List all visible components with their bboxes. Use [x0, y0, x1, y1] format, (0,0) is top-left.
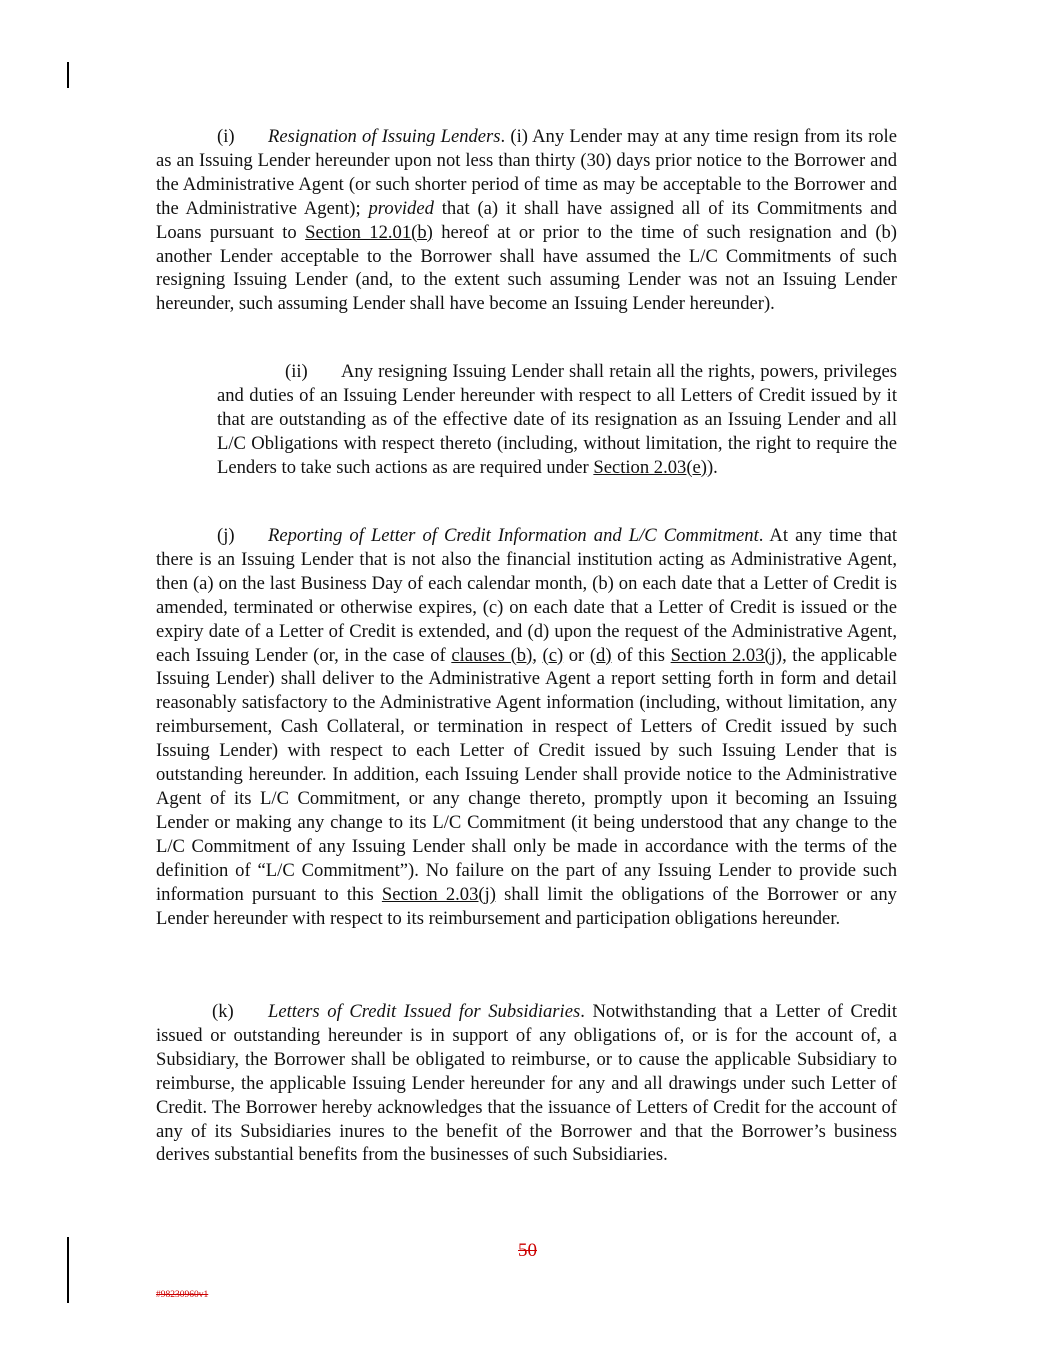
- page-number: 50: [518, 1240, 537, 1261]
- paragraph-number: (j): [217, 525, 235, 546]
- paragraph-heading: Letters of Credit Issued for Subsidiaries: [268, 1001, 581, 1022]
- section-reference: clauses (b): [451, 644, 533, 666]
- paragraph-number: (ii): [285, 361, 308, 382]
- paragraph-heading: Reporting of Letter of Credit Information and L/C Commitment: [268, 525, 759, 546]
- change-bar-top: [67, 62, 69, 88]
- paragraph-i: (i) Resignation of Issuing Lenders. (i) Any Lender may at any time resign from its role as an Issuing Lender hereunder upon not less than thirty (30) days prior notice to the Borrower and the Administrative Agent (or such shorter period of time as may be acceptable to the Borrower and the Administrative Agent); provided that (a) it shall have assigned all of its Commitments and Loans pursuant to Section 12.01(b) hereof at or prior to the time of such resignation and (b) another Lender acceptable to the Borrower shall have assumed the L/C Commitments of such resigning Issuing Lender (and, to the extent such assuming Lender was not an Issuing Lender hereunder, such assuming Lender shall have become an Issuing Lender hereunder).: [156, 126, 898, 315]
- section-reference: (c): [542, 644, 564, 666]
- paragraph-j: (j) Reporting of Letter of Credit Information and L/C Commitment. At any time that there is an Issuing Lender that is not also the financial institution acting as Administrative Agent, then (a) on the last Business Day of each calendar month, (b) on each date that a Letter of Credit is amended, terminated or otherwise expires, (c) on each date that a Letter of Credit is issued or the expiry date of a Letter of Credit is extended, and (d) upon the request of the Administrative Agent, each Issuing Lender (or, in the case of clauses (b), (c) or (d) of this Section 2.03(j), the applicable Issuing Lender) shall deliver to the Administrative Agent a report setting forth in form and detail reasonably satisfactory to the Administrative Agent information (including, without limitation, any reimbursement, Cash Collateral, or termination in respect of Letters of Credit issued by such Issuing Lender) with respect to each Letter of Credit issued by such Issuing Lender that is outstanding hereunder. In addition, each Issuing Lender shall provide notice to the Administrative Agent of its L/C Commitment, or any change thereto, promptly upon it becoming an Issuing Lender or making any change to its L/C Commitment (it being understood that any change to the L/C Commitment of any Issuing Lender shall only be made in accordance with the terms of the definition of “L/C Commitment”). No failure on the part of any Issuing Lender to provide such information pursuant to this Section 2.03(j) shall limit the obligations of the Borrower or any Lender hereunder with respect to its reimbursement and participation obligations hereunder.: [156, 525, 898, 929]
- paragraph-heading: Resignation of Issuing Lenders: [268, 126, 501, 147]
- paragraph-number: (k): [212, 1001, 234, 1022]
- section-reference: Section 2.03(j): [381, 883, 496, 905]
- section-reference: Section 2.03(j): [670, 644, 783, 666]
- paragraph-ii: (ii) Any resigning Issuing Lender shall retain all the rights, powers, privileges and duties of an Issuing Lender hereunder with respect to all Letters of Credit issued by it that are outstanding as of the effective date of its resignation as an Issuing Lender and all L/C Obligations with respect thereto (including, without limitation, the right to require the Lenders to take such actions as are required under Section 2.03(e)).: [217, 361, 897, 478]
- section-reference: Section 12.01(b): [305, 221, 433, 243]
- paragraph-k: (k) Letters of Credit Issued for Subsidiaries. Notwithstanding that a Letter of Credit issued or outstanding hereunder is in support of any obligations of, or is for the account of, a Subsidiary, the Borrower shall be obligated to reimburse, or to cause the applicable Subsidiary to reimburse, the applicable Issuing Lender hereunder for any and all drawings under such Letter of Credit. The Borrower hereby acknowledges that the issuance of Letters of Credit for the account of any of its Subsidiaries inures to the benefit of the Borrower and that the Borrower’s business derives substantial benefits from the businesses of such Subsidiaries.: [156, 1001, 897, 1166]
- document-id: #98230960v1: [156, 1290, 209, 1300]
- section-reference: (d): [589, 644, 612, 666]
- paragraph-number: (i): [217, 126, 235, 147]
- section-reference: Section 2.03(e): [593, 456, 707, 478]
